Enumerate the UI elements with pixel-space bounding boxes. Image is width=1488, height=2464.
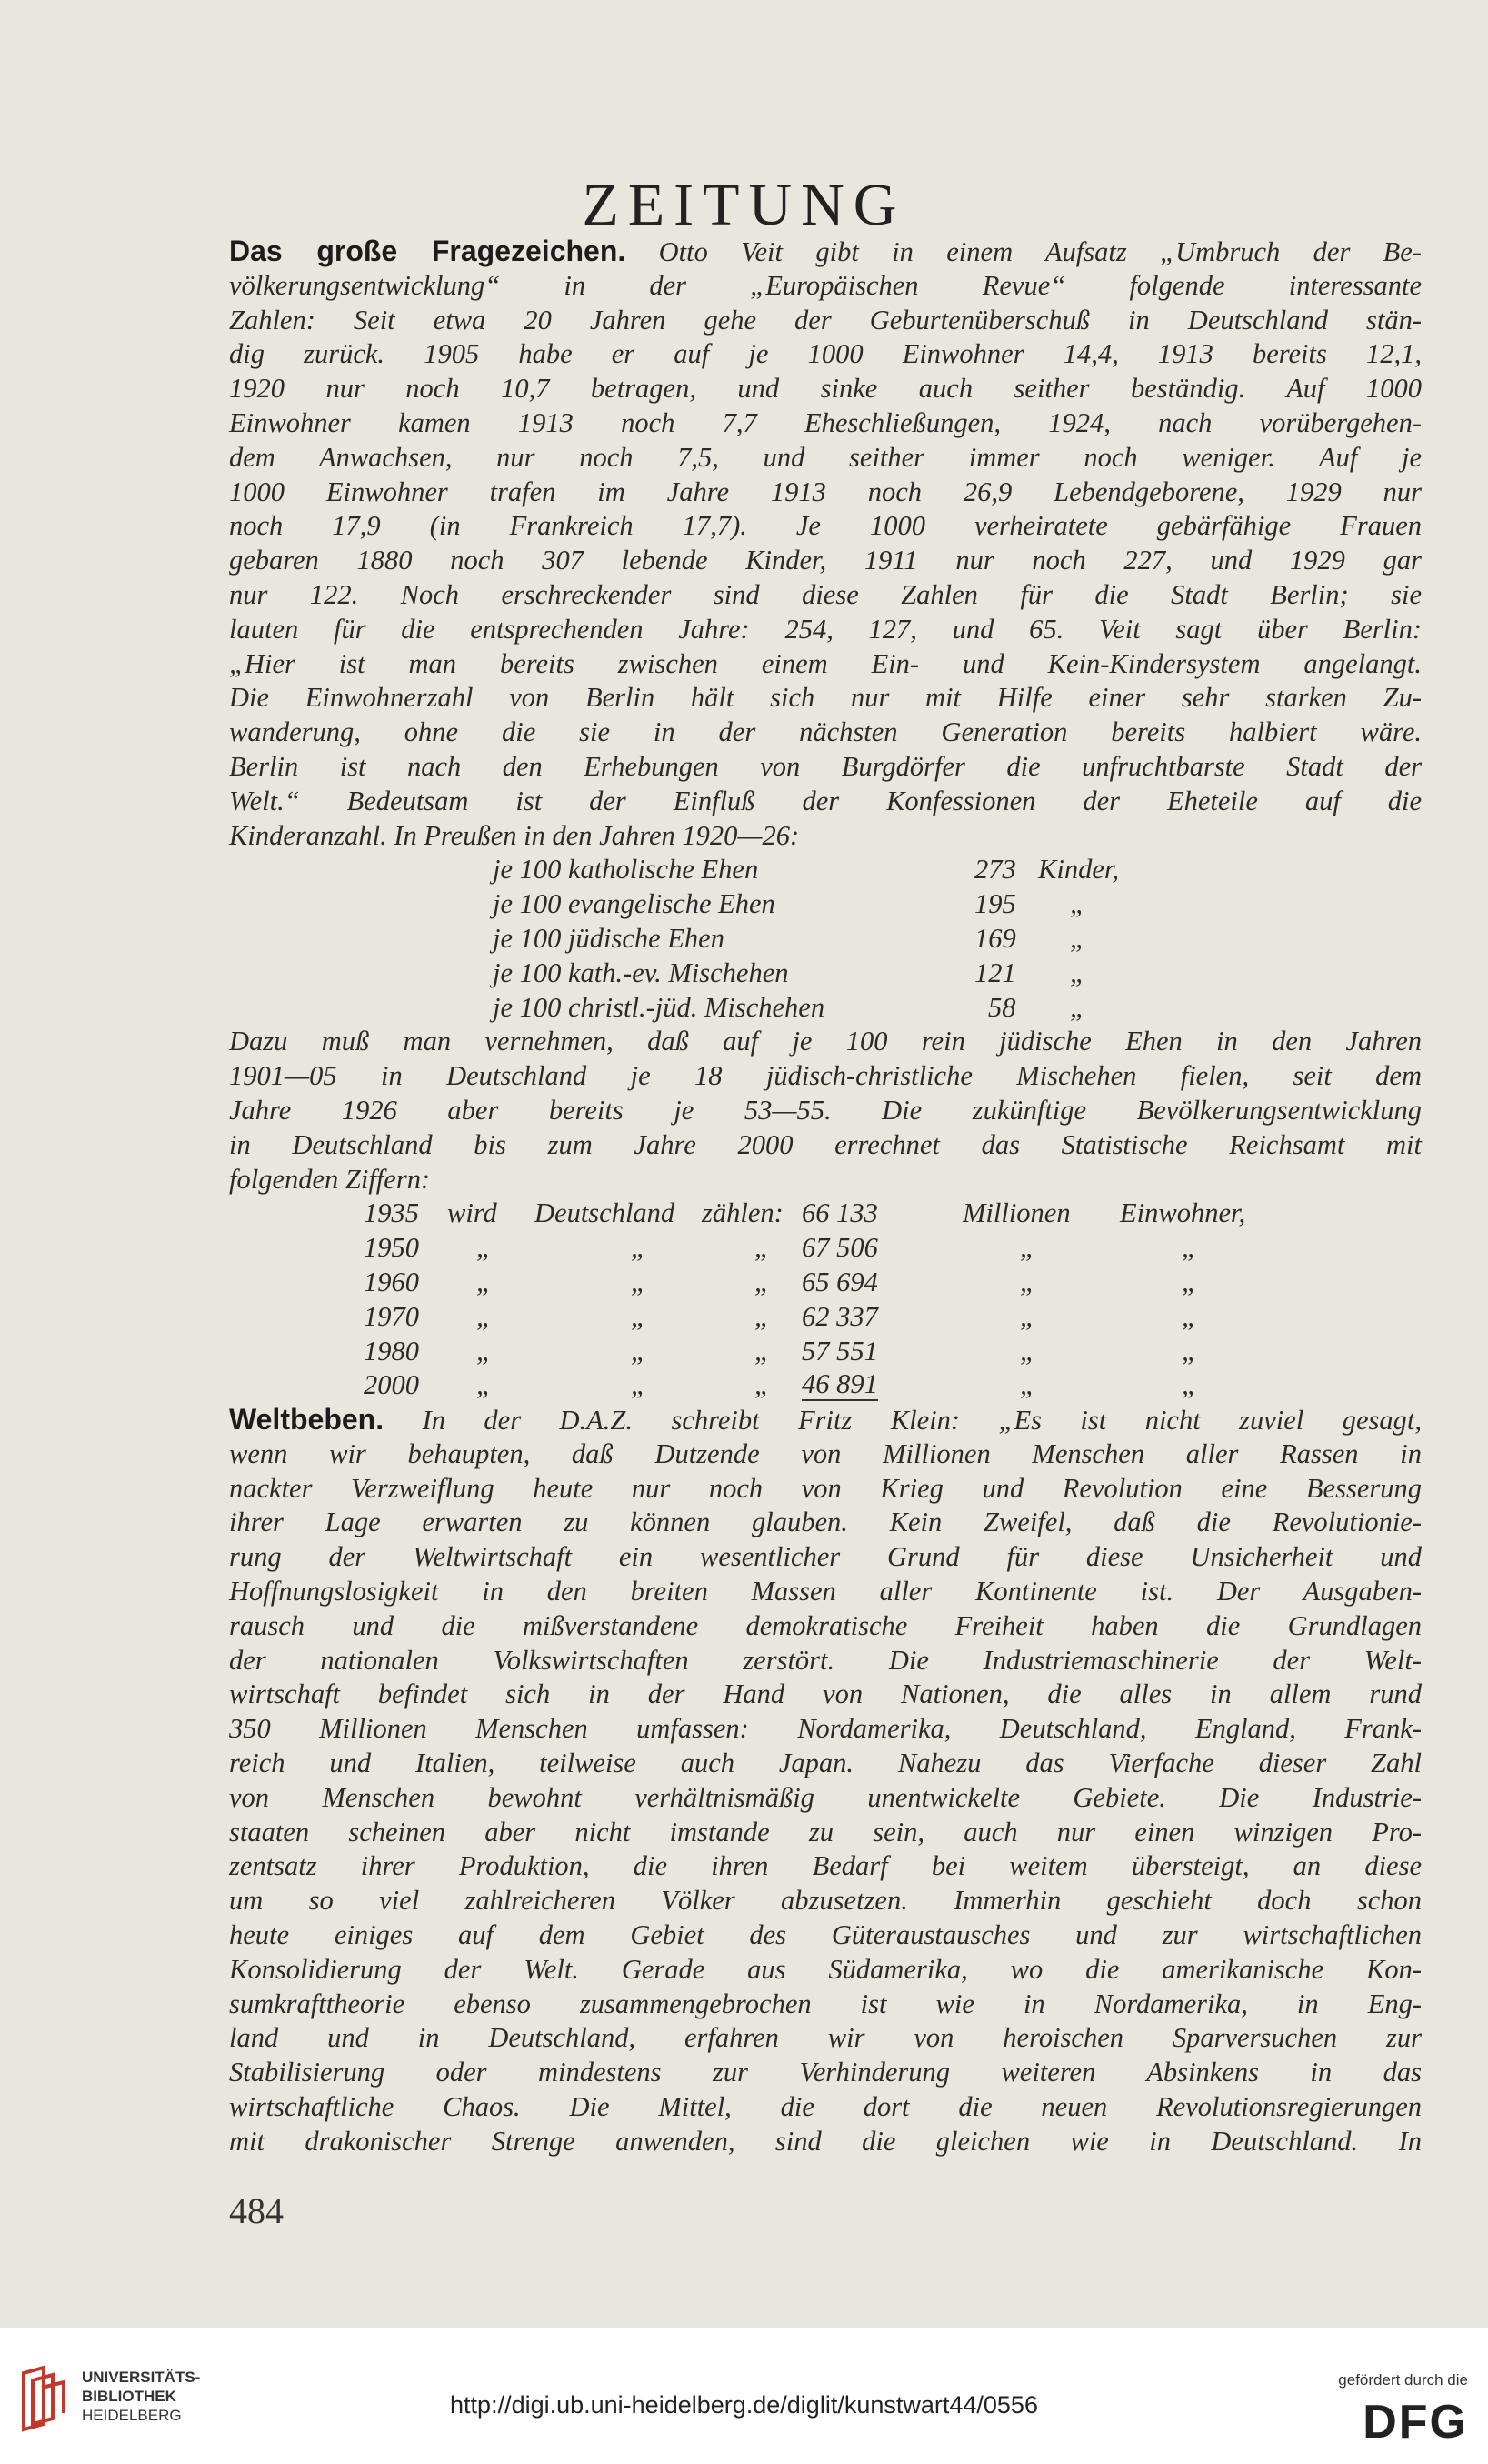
text-line: von Menschen bewohnt verhältnismäßig unentwickelte Gebiete. Die Industrie- [229, 1781, 1422, 1813]
text-line: wirtschaftliche Chaos. Die Mittel, die dort die neuen Revolutionsregierungen [229, 2091, 1422, 2123]
text-line: Berlin ist nach den Erhebungen von Burgdörfer die unfruchtbarste Stadt der [229, 750, 1422, 782]
page-heading: ZEITUNG [582, 172, 906, 238]
text-line: gebaren 1880 noch 307 lebende Kinder, 1911 nur noch 227, und 1929 gar [229, 545, 1422, 576]
population-value: 62 337 [802, 1300, 878, 1332]
table-row: 1960 „ „ „ 65 694 „ „ [229, 1266, 1422, 1300]
page-number: 484 [229, 2190, 284, 2231]
table-value: 58 [988, 991, 1016, 1023]
table-row: 1980 „ „ „ 57 551 „ „ [229, 1335, 1422, 1369]
text-line: wirtschaft befindet sich in der Hand von Nationen, die alles in allem rund [229, 1678, 1422, 1710]
text-line: 350 Millionen Menschen umfassen: Nordamerika, Deutschland, England, Frank- [229, 1713, 1422, 1745]
text-line: Die Einwohnerzahl von Berlin hält sich nur mit Hilfe einer sehr starken Zu- [229, 682, 1422, 714]
text-line: Welt.“ Bedeutsam ist der Einfluß der Konfessionen der Eheteile auf die [229, 785, 1422, 816]
population-value: 57 551 [802, 1335, 878, 1367]
table-value: 273 [974, 854, 1016, 886]
text-line: dem Anwachsen, nur noch 7,5, und seither immer noch weniger. Auf je [229, 441, 1422, 473]
digitization-footer [0, 2328, 1488, 2464]
text-line: in Deutschland bis zum Jahre 2000 errechnet das Statistische Reichsamt mit [229, 1128, 1422, 1160]
text-line: Einwohner kamen 1913 noch 7,7 Eheschließungen, 1924, nach vorübergehen- [229, 406, 1422, 438]
text-line: wenn wir behaupten, daß Dutzende von Millionen Menschen aller Rassen in [229, 1437, 1422, 1469]
table-row: 1950 „ „ „ 67 506 „ „ [229, 1231, 1422, 1266]
text-line: mit drakonischer Strenge anwenden, sind die gleichen wie in Deutschland. In [229, 2125, 1422, 2157]
text-line: heute einiges auf dem Gebiet des Güteraustausches und zur wirtschaftlichen [229, 1919, 1422, 1951]
text-line: wanderung, ohne die sie in der nächsten Generation bereits halbiert wäre. [229, 716, 1422, 748]
text-line: ihrer Lage erwarten zu können glauben. Kein Zweifel, daß die Revolutionie- [229, 1507, 1422, 1538]
population-value: 65 694 [802, 1266, 878, 1297]
population-value: 66 133 [802, 1197, 878, 1229]
text-line: staaten scheinen aber nicht imstande zu sein, auch nur einen winzigen Pro- [229, 1816, 1422, 1848]
text-line: Das große Fragezeichen. Otto Veit gibt in einem Aufsatz „Umbruch der Be- [229, 235, 1423, 267]
text-line: nackter Verzweiflung heute nur noch von Krieg und Revolution eine Besserung [229, 1472, 1422, 1504]
library-name: UNIVERSITÄTS- BIBLIOTHEK HEIDELBERG [82, 2369, 201, 2424]
table-unit: „ [1070, 922, 1085, 954]
text-line: Weltbeben. In der D.A.Z. schreibt Fritz Klein: „Es ist nicht zuviel gesagt, [229, 1403, 1422, 1437]
text-line: „Hier ist man bereits zwischen einem Ein- und Kein-Kindersystem angelangt. [229, 647, 1422, 679]
table-row [229, 991, 1422, 1026]
table-unit: „ [1070, 888, 1085, 920]
text-line: Hoffnungslosigkeit in den breiten Massen aller Kontinente ist. Der Ausgaben- [229, 1576, 1422, 1608]
text-line: rung der Weltwirtschaft ein wesentlicher Grund für diese Unsicherheit und [229, 1541, 1422, 1573]
text-line: dig zurück. 1905 habe er auf je 1000 Einwohner 14,4, 1913 bereits 12,1, [229, 338, 1422, 370]
table-row [229, 922, 1422, 957]
year: 1970 [364, 1300, 419, 1332]
dfg-logo: DFG [1363, 2396, 1468, 2449]
text-line: Konsolidierung der Welt. Gerade aus Südamerika, wo die amerikanische Kon- [229, 1953, 1422, 1985]
text-line: folgenden Ziffern: [229, 1163, 431, 1195]
text-line: nur 122. Noch erschreckender sind diese Zahlen für die Stadt Berlin; sie [229, 578, 1422, 610]
permalink-url[interactable]: http://digi.ub.uni-heidelberg.de/diglit/kunstwart44/0556 [450, 2391, 1038, 2419]
text-line: Dazu muß man vernehmen, daß auf je 100 rein jüdische Ehen in den Jahren [229, 1026, 1422, 1057]
table-row [229, 887, 1422, 922]
text-line: Kinderanzahl. In Preußen in den Jahren 1920—26: [229, 819, 800, 851]
text-line: zentsatz ihrer Produktion, die ihren Bedarf bei weitem übersteigt, an diese [229, 1850, 1422, 1882]
text-line: reich und Italien, teilweise auch Japan. Nahezu das Vierfache dieser Zahl [229, 1748, 1422, 1779]
article-text [229, 235, 1422, 2159]
year: 1950 [364, 1232, 419, 1264]
table-row: 1935 wird Deutschland zählen: 66 133 Millionen Einwohner, [229, 1197, 1422, 1231]
text-line: land und in Deutschland, erfahren wir von heroischen Sparversuchen zur [229, 2022, 1422, 2054]
table-label: je 100 evangelische Ehen [493, 888, 775, 920]
table-value: 121 [974, 957, 1016, 988]
table-row: 1970 „ „ „ 62 337 „ „ [229, 1300, 1422, 1335]
table-unit: „ [1070, 991, 1085, 1023]
year: 2000 [364, 1369, 419, 1401]
year: 1980 [364, 1335, 419, 1367]
section-lead: Weltbeben. [229, 1403, 384, 1437]
year: 1960 [364, 1266, 419, 1297]
table-value: 169 [974, 922, 1016, 954]
table-row [229, 957, 1422, 991]
table-value: 195 [974, 888, 1016, 920]
table-label: je 100 katholische Ehen [493, 854, 759, 886]
table-row: 2000 „ „ „ 46 891 „ „ [229, 1368, 1422, 1403]
text-line: 1920 nur noch 10,7 betragen, und sinke auch seither beständig. Auf 1000 [229, 373, 1422, 405]
population-value: 46 891 [802, 1368, 878, 1400]
text-line: rausch und die mißverstandene demokratische Freiheit haben die Grundlagen [229, 1609, 1422, 1641]
text-line: Stabilisierung oder mindestens zur Verhinderung weiteren Absinkens in das [229, 2057, 1422, 2088]
text-line: 1000 Einwohner trafen im Jahre 1913 noch 26,9 Lebendgeborene, 1929 nur [229, 476, 1422, 507]
table-label: je 100 kath.-ev. Mischehen [493, 957, 789, 988]
table-label: je 100 christl.-jüd. Mischehen [493, 991, 825, 1023]
text-line: der nationalen Volkswirtschaften zerstört. Die Industriemaschinerie der Welt- [229, 1644, 1422, 1676]
funding-caption: gefördert durch die [1338, 2371, 1468, 2389]
year: 1935 [364, 1197, 419, 1229]
text-line: 1901—05 in Deutschland je 18 jüdisch-christliche Mischehen fielen, seit dem [229, 1060, 1422, 1092]
text-line: Jahre 1926 aber bereits je 53—55. Die zukünftige Bevölkerungsentwicklung [229, 1094, 1422, 1126]
population-value: 67 506 [802, 1232, 878, 1264]
text-line: völkerungsentwicklung“ in der „Europäischen Revue“ folgende interessante [229, 269, 1422, 301]
text-line: Zahlen: Seit etwa 20 Jahren gehe der Geburtenüberschuß in Deutschland stän- [229, 304, 1422, 336]
table-unit: „ [1070, 957, 1085, 988]
section-lead: Das große Fragezeichen. [229, 235, 626, 267]
table-unit: Kinder, [1038, 854, 1119, 886]
text-line: sumkrafttheorie ebenso zusammengebrochen ist wie in Nordamerika, in Eng- [229, 1988, 1422, 2019]
text-line: noch 17,9 (in Frankreich 17,7). Je 1000 verheiratete gebärfähige Frauen [229, 510, 1422, 542]
text-line: lauten für die entsprechenden Jahre: 254, 127, und 65. Veit sagt über Berlin: [229, 613, 1422, 645]
table-row [229, 853, 1422, 887]
table-label: je 100 jüdische Ehen [493, 922, 724, 954]
text-line: um so viel zahlreicheren Völker abzusetzen. Immerhin geschieht doch schon [229, 1885, 1422, 1917]
